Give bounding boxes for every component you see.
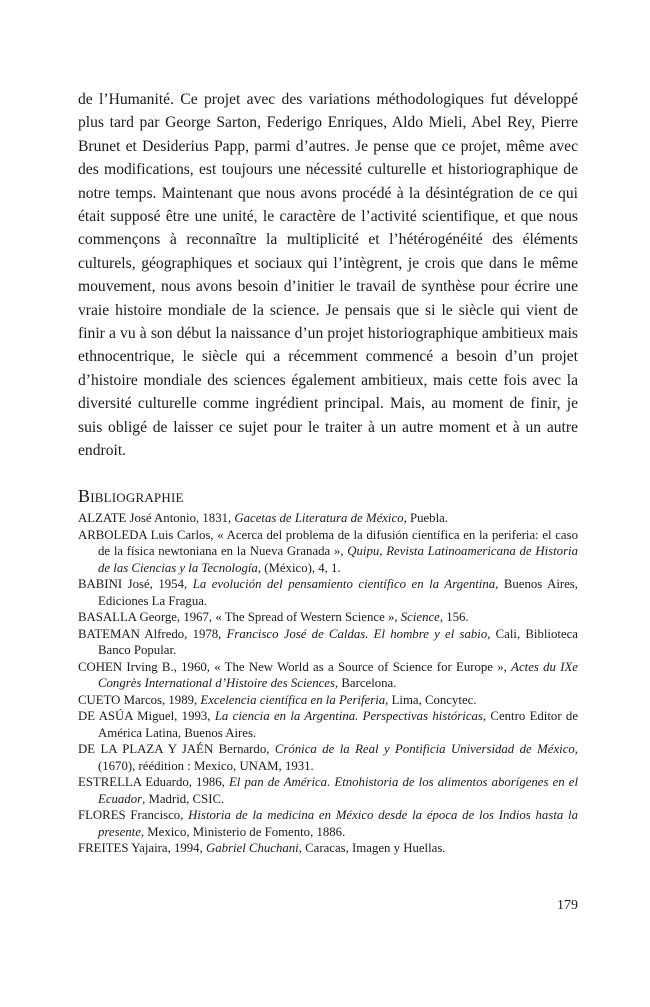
bibliography-entry <box>78 840 578 857</box>
entry-publication: , Lima, Concytec. <box>385 692 477 707</box>
entry-publication: , Puebla. <box>403 511 449 525</box>
entry-author-date: BASALLA George, 1967, « The Spread of Western Science », <box>78 610 401 624</box>
entry-title: Quipu, Revista Latinoamericana de Historia de las Ciencias y la Tecnología <box>98 544 578 575</box>
bibliography-heading-rest: ibliographie <box>90 486 184 506</box>
entry-title: Gabriel Chuchani <box>205 841 299 855</box>
entry-title: La evolución del pensamiento científico en la Argentina <box>192 577 496 591</box>
bibliography-entry <box>78 774 578 807</box>
bibliography-entry <box>78 576 578 609</box>
entry-author-date: FLORES Francisco, <box>78 808 189 822</box>
entry-author-date: ALZATE José Antonio, 1831, <box>78 511 235 525</box>
entry-author-date: ESTRELLA Eduardo, 1986, <box>78 775 229 789</box>
bibliography-heading-initial: B <box>78 486 91 506</box>
entry-author-date: ARBOLEDA Luis Carlos, « Acerca del problema de la difusión científica en la periferia: el caso de la física newtoniana en la Nueva Granada », <box>78 527 578 558</box>
bibliography-entry <box>78 626 578 659</box>
bibliography-entry <box>78 510 578 527</box>
entry-title: El pan de América. Etnohistoria de los alimentos aborígenes en el Ecuador <box>98 775 579 806</box>
bibliography-entry <box>78 708 578 741</box>
entry-publication: , Barcelona. <box>334 676 397 690</box>
bibliography-entry <box>78 741 578 774</box>
entry-publication: , Madrid, CSIC. <box>142 791 225 806</box>
entry-publication: , (1670), réédition : Mexico, UNAM, 1931. <box>98 742 578 773</box>
entry-publication: , Caracas, Imagen y Huellas. <box>298 841 446 855</box>
entry-publication: , (México), 4, 1. <box>257 560 341 575</box>
entry-publication: , Buenos Aires, Ediciones La Fragua. <box>98 577 578 608</box>
entry-title: Crónica de la Real y Pontificia Universidad de México <box>274 742 575 756</box>
entry-title: Science <box>400 610 440 624</box>
entry-publication: , Cali, Biblioteca Banco Popular. <box>98 626 578 657</box>
entry-author-date: DE LA PLAZA Y JAÉN Bernardo, <box>78 742 275 756</box>
entry-author-date: BABINI José, 1954, <box>78 577 193 591</box>
entry-title: Actes du IXe Congrès International d’Histoire des Sciences <box>98 659 578 690</box>
entry-author-date: COHEN Irving B., 1960, « The New World as a Source of Science for Europe », <box>78 659 512 674</box>
entry-publication: , Mexico, Ministerio de Fomento, 1886. <box>140 824 346 839</box>
bibliography-entry <box>78 609 578 626</box>
entry-title: Excelencia científica en la Periferia <box>200 692 386 707</box>
entry-title: La ciencia en la Argentina. Perspectivas históricas <box>214 709 483 723</box>
bibliography-entry <box>78 807 578 840</box>
entry-publication: , Centro Editor de América Latina, Buenos Aires. <box>98 709 578 740</box>
page-number: 179 <box>557 898 578 913</box>
entry-title: Historia de la medicina en México desde la época de los Indios hasta la presente <box>98 808 579 839</box>
entry-title: Gacetas de Literatura de México <box>234 511 404 525</box>
entry-title: Francisco José de Caldas. El hombre y el sabio <box>226 626 488 641</box>
bibliography-heading <box>78 485 578 507</box>
entry-author-date: BATEMAN Alfredo, 1978, <box>78 626 227 641</box>
bibliography-entry <box>78 659 578 692</box>
bibliography-section <box>78 485 578 857</box>
body-paragraph: de l’Humanité. Ce projet avec des variations méthodologiques fut développé plus tard par George Sarton, Federigo Enriques, Aldo Mieli, Abel Rey, Pierre Brunet et Desiderius Papp, parmi d’autres. Je pense que ce projet, même avec des modifications, est toujours une nécessité culturelle et historiographique de notre temps. Maintenant que nous avons procédé à la désintégration de ce qui était supposé être une unité, le caractère de l’activité scientifique, et que nous commençons à reconnaître la multiplicité et l’hétérogénéité des éléments culturels, géographiques et sociaux qui l’intègrent, je crois que dans le même mouvement, nous avons besoin d’initier le travail de synthèse pour écrire une vraie histoire mondiale de la science. Je pensais que si le siècle qui vient de finir a vu à son début la naissance d’un projet historiographique ambitieux mais ethnocentrique, le siècle qui a récemment commencé a besoin d’un projet d’histoire mondiale des sciences également ambitieux, mais cette fois avec la diversité culturelle comme ingrédient principal. Mais, au moment de finir, je suis obligé de laisser ce sujet pour le traiter à un autre moment et à un autre endroit. <box>78 91 578 460</box>
entry-author-date: FREITES Yajaira, 1994, <box>78 841 206 855</box>
entry-publication: , 156. <box>439 610 469 624</box>
entry-author-date: DE ASÚA Miguel, 1993, <box>78 709 215 723</box>
entry-author-date: CUETO Marcos, 1989, <box>78 692 201 707</box>
bibliography-list <box>78 510 578 857</box>
bibliography-entry <box>78 527 578 577</box>
bibliography-entry <box>78 692 578 709</box>
